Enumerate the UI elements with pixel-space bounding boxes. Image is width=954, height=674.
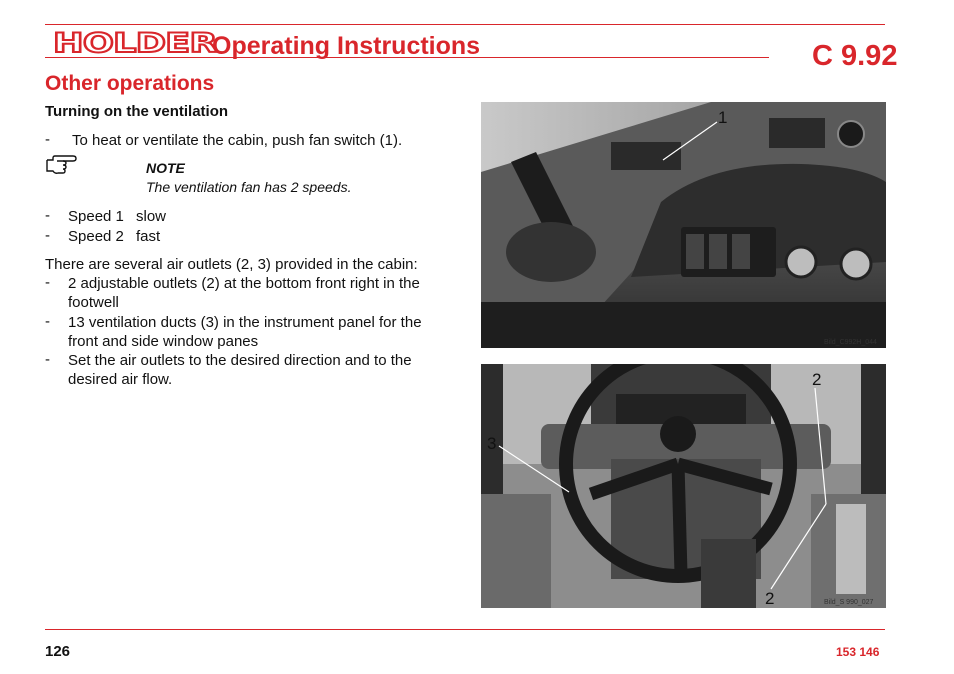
document-number: 153 146 [836,645,880,659]
outlet-dash: - [45,351,50,368]
section-title: Other operations [45,72,215,95]
speed-dash: - [45,227,50,244]
steering-wheel-photo [481,364,886,608]
outlet-dash: - [45,274,50,291]
callout-2-top: 2 [812,370,822,389]
step-text: To heat or ventilate the cabin, push fan switch (1). [72,132,403,149]
speed-label: Speed 1 [68,208,124,225]
figure-caption: Bild_C992H_044 [824,339,877,346]
speed-dash: - [45,207,50,224]
outlet-item: 13 ventilation ducts (3) in the instrument panel for the front and side window panes [68,314,422,350]
outlet-item: Set the air outlets to the desired direction and to the desired air flow. [68,352,412,388]
speed-value: slow [136,208,167,225]
callout-2-bottom: 2 [765,589,775,608]
footer-rule [45,629,885,630]
note-text: The ventilation fan has 2 speeds. [146,179,352,195]
outlet-item: 2 adjustable outlets (2) at the bottom front right in the footwell [68,275,420,311]
holder-logo: HOLDER [53,28,217,59]
header-top-rule [45,24,885,25]
speed-value: fast [136,228,161,245]
callout-3: 3 [487,434,497,453]
page-title: Operating Instructions [212,32,481,60]
note-title: NOTE [146,160,185,176]
page-number: 126 [45,643,71,660]
figure-caption: Bild_S 990_027 [824,599,874,606]
outlet-dash: - [45,313,50,330]
outlets-intro: There are several air outlets (2, 3) provided in the cabin: [45,256,418,273]
chapter-code: C 9.92 [812,40,898,72]
subheading: Turning on the ventilation [45,103,229,120]
pointing-hand-icon [45,155,79,180]
control-panel-photo [481,102,886,348]
callout-1: 1 [718,108,728,127]
step-dash: - [45,131,50,148]
speed-label: Speed 2 [68,228,124,245]
